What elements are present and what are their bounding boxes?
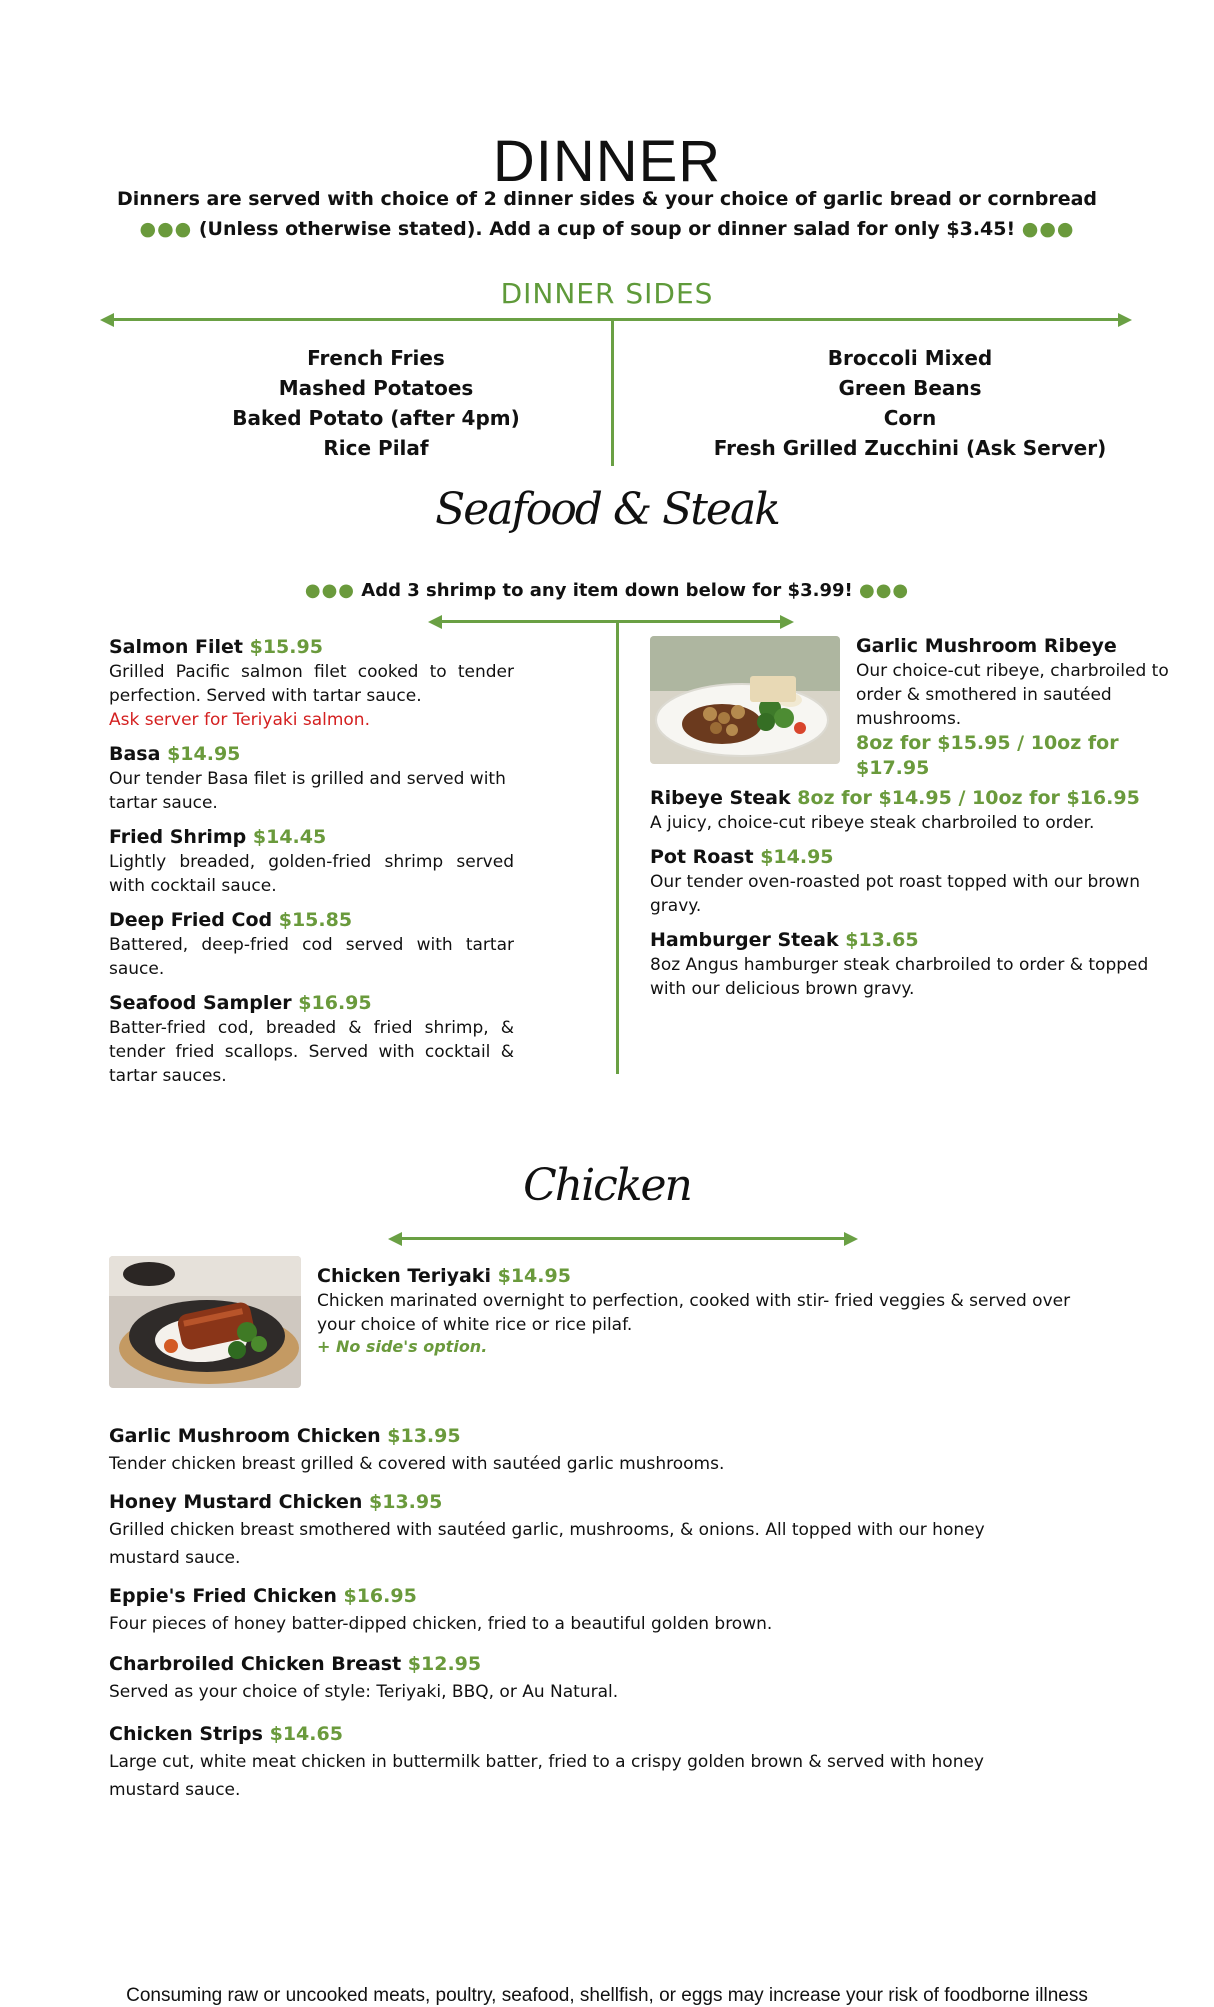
intro-line-2-text: (Unless otherwise stated). Add a cup of soup or dinner salad for only $3.45! xyxy=(198,218,1016,240)
sides-left-column xyxy=(176,343,576,463)
item-price: $14.65 xyxy=(269,1723,343,1745)
sides-divider-line xyxy=(112,318,1120,321)
item-price: $13.95 xyxy=(387,1425,461,1447)
dots-left: ●●● xyxy=(139,218,193,240)
item-name: Charbroiled Chicken Breast xyxy=(109,1653,402,1675)
item-description: Chicken marinated overnight to perfection, cooked with stir- fried veggies & served over your choice of white rice or rice pilaf. xyxy=(317,1291,1071,1335)
item-name: Garlic Mushroom Chicken xyxy=(109,1425,381,1447)
item-name: Chicken Teriyaki xyxy=(317,1265,491,1287)
menu-item xyxy=(109,1650,1059,1706)
arrow-left-icon xyxy=(100,313,114,327)
item-description: Tender chicken breast grilled & covered with sautéed garlic mushrooms. xyxy=(109,1454,725,1474)
footer-disclaimer: Consuming raw or uncooked meats, poultry, seafood, shellfish, or eggs may increase your risk of foodborne illness xyxy=(126,1985,1088,2006)
menu-item xyxy=(650,845,1175,918)
seafood-steak-title: Seafood & Steak xyxy=(435,484,779,535)
item-note: + No side's option. xyxy=(317,1337,488,1356)
item-name: Eppie's Fried Chicken xyxy=(109,1585,337,1607)
item-name: Basa xyxy=(109,743,161,765)
item-name: Deep Fried Cod xyxy=(109,909,273,931)
menu-item xyxy=(650,928,1175,1001)
item-name: Hamburger Steak xyxy=(650,929,839,951)
side-item: Corn xyxy=(883,406,937,430)
item-name: Chicken Strips xyxy=(109,1723,263,1745)
item-description: Grilled chicken breast smothered with sautéed garlic, mushrooms, & onions. All topped with our honey mustard sauce. xyxy=(109,1520,985,1568)
item-description: Battered, deep-fried cod served with tartar sauce. xyxy=(109,935,514,979)
side-item: Fresh Grilled Zucchini (Ask Server) xyxy=(713,436,1107,460)
arrow-right-icon xyxy=(1118,313,1132,327)
item-price: 8oz for $14.95 / 10oz for $16.95 xyxy=(797,787,1140,809)
side-item: Green Beans xyxy=(838,376,982,400)
chicken-teriyaki-photo xyxy=(109,1256,301,1388)
item-description: A juicy, choice-cut ribeye steak charbroiled to order. xyxy=(650,813,1095,833)
sides-vertical-divider xyxy=(611,320,614,466)
item-price: $14.95 xyxy=(497,1265,571,1287)
arrow-right-icon xyxy=(780,615,794,629)
item-price: $15.85 xyxy=(278,909,353,931)
item-description: Our choice-cut ribeye, charbroiled to order & smothered in sautéed mushrooms. xyxy=(856,661,1169,729)
item-name: Salmon Filet xyxy=(109,636,243,658)
item-price: $12.95 xyxy=(407,1653,482,1675)
side-item: Broccoli Mixed xyxy=(827,346,993,370)
item-description: Served as your choice of style: Teriyaki, BBQ, or Au Natural. xyxy=(109,1682,619,1702)
dots-left: ●●● xyxy=(304,580,355,601)
ribeye-plate-photo xyxy=(650,636,840,764)
item-price: $14.95 xyxy=(167,743,241,765)
arrow-left-icon xyxy=(388,1232,402,1246)
sides-right-column xyxy=(700,343,1120,463)
item-price: $15.95 xyxy=(249,636,323,658)
item-description: Grilled Pacific salmon filet cooked to tender perfection. Served with tartar sauce. xyxy=(109,662,514,706)
menu-item xyxy=(109,991,514,1088)
seafood-right-column xyxy=(650,786,1175,1001)
seafood-vertical-divider xyxy=(616,622,619,1074)
menu-item xyxy=(109,635,514,732)
shrimp-note xyxy=(0,580,1214,601)
dots-right: ●●● xyxy=(858,580,910,601)
arrow-left-icon xyxy=(428,615,442,629)
item-name: Ribeye Steak xyxy=(650,787,791,809)
item-price: $13.65 xyxy=(845,929,919,951)
item-name: Honey Mustard Chicken xyxy=(109,1491,363,1513)
item-name: Pot Roast xyxy=(650,846,754,868)
side-item: Baked Potato (after 4pm) xyxy=(232,406,520,430)
menu-item xyxy=(109,1582,1059,1638)
seafood-divider-line xyxy=(440,620,782,623)
item-description: Large cut, white meat chicken in buttermilk batter, fried to a crispy golden brown & served with honey mustard sauce. xyxy=(109,1752,984,1800)
item-description: Four pieces of honey batter-dipped chicken, fried to a beautiful golden brown. xyxy=(109,1614,773,1634)
intro-line-2 xyxy=(0,218,1214,240)
item-price: $13.95 xyxy=(369,1491,443,1513)
side-item: Mashed Potatoes xyxy=(278,376,474,400)
menu-item xyxy=(109,908,514,981)
menu-item xyxy=(109,742,514,815)
dinner-sides-title: DINNER SIDES xyxy=(500,277,714,310)
chicken-divider-line xyxy=(400,1237,846,1240)
item-description: Batter-fried cod, breaded & fried shrimp, & tender fried scallops. Served with cocktail & tartar sauces. xyxy=(109,1018,514,1086)
featured-chicken-teriyaki xyxy=(317,1264,1077,1356)
menu-item xyxy=(109,1488,1059,1572)
side-item: Rice Pilaf xyxy=(323,436,429,460)
item-price: $16.95 xyxy=(343,1585,417,1607)
page-title: DINNER xyxy=(492,129,722,194)
menu-item xyxy=(109,1422,1059,1478)
menu-item xyxy=(109,1720,1059,1804)
featured-ribeye xyxy=(856,634,1186,781)
item-name: Fried Shrimp xyxy=(109,826,247,848)
item-price: $14.95 xyxy=(760,846,834,868)
item-description: Our tender Basa filet is grilled and served with tartar sauce. xyxy=(109,769,506,813)
side-item: French Fries xyxy=(307,346,445,370)
dots-right: ●●● xyxy=(1021,218,1075,240)
item-description: Our tender oven-roasted pot roast topped with our brown gravy. xyxy=(650,872,1140,916)
item-note: Ask server for Teriyaki salmon. xyxy=(109,710,370,730)
intro-line-1: Dinners are served with choice of 2 dinner sides & your choice of garlic bread or cornbread xyxy=(116,188,1097,210)
item-price: $16.95 xyxy=(298,992,372,1014)
seafood-left-column xyxy=(109,635,514,1088)
menu-item xyxy=(650,786,1175,835)
menu-item xyxy=(109,825,514,898)
item-name: Seafood Sampler xyxy=(109,992,292,1014)
shrimp-note-text: Add 3 shrimp to any item down below for $3.99! xyxy=(361,580,853,601)
item-description: Lightly breaded, golden-fried shrimp served with cocktail sauce. xyxy=(109,852,514,896)
item-price: $14.45 xyxy=(252,826,327,848)
item-name: Garlic Mushroom Ribeye xyxy=(856,635,1117,657)
chicken-items-list xyxy=(109,1422,1059,1804)
item-description: 8oz Angus hamburger steak charbroiled to order & topped with our delicious brown gravy. xyxy=(650,955,1149,999)
arrow-right-icon xyxy=(844,1232,858,1246)
chicken-title: Chicken xyxy=(523,1160,691,1211)
item-price: 8oz for $15.95 / 10oz for $17.95 xyxy=(856,732,1119,779)
